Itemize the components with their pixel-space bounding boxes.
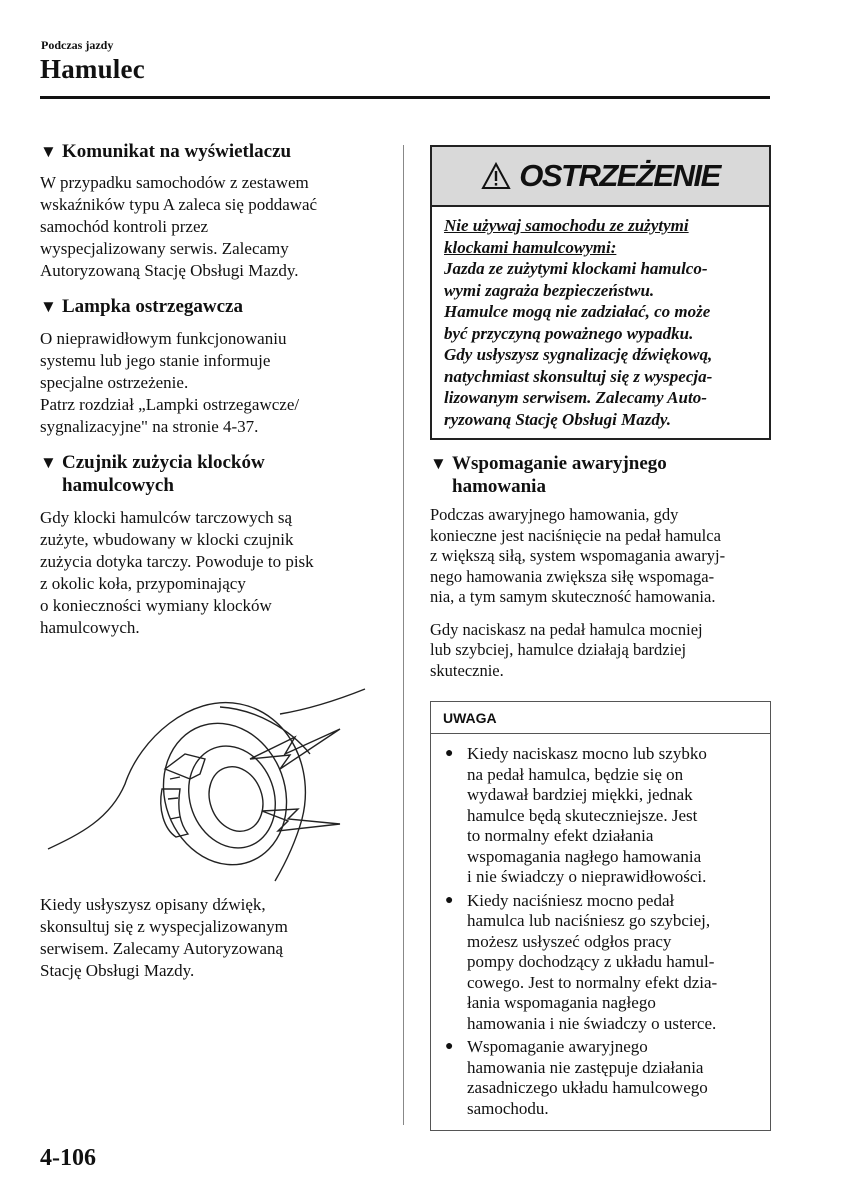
line: samochód kontroli przez <box>40 217 209 236</box>
line: pompy dochodzący z układu hamul- <box>467 952 715 971</box>
heading-emergency-brake-assist <box>430 452 771 498</box>
line: zużyte, wbudowany w klocki czujnik <box>40 530 294 549</box>
note-item-text <box>467 891 760 1035</box>
page-title: Hamulec <box>40 54 145 84</box>
paragraph-brake-assist-2 <box>430 620 771 682</box>
line: W przypadku samochodów z zestawem <box>40 173 309 192</box>
heading-text: Lampka ostrzegawcza <box>62 296 243 317</box>
line: być przyczyną poważnego wypadku. <box>444 323 694 343</box>
line: hamowania i nie świadczy o usterce. <box>467 1013 717 1033</box>
line: o konieczności wymiany klocków <box>40 596 272 615</box>
heading-text <box>62 451 375 497</box>
line: Czujnik zużycia klocków <box>62 452 265 473</box>
line: systemu lub jego stanie informuje <box>40 351 271 370</box>
note-item <box>445 891 760 1035</box>
line: Podczas awaryjnego hamowania, gdy <box>430 505 679 524</box>
line: wydawał bardziej miękki, jednak <box>467 785 693 804</box>
line: Kiedy usłyszysz opisany dźwięk, <box>40 895 266 914</box>
line: Gdy klocki hamulców tarczowych są <box>40 508 293 527</box>
note-body <box>431 734 770 1130</box>
line: Patrz rozdział „Lampki ostrzegawcze/ <box>40 395 300 414</box>
triangle-bullet-icon: ▼ <box>40 142 57 161</box>
line: Nie używaj samochodu ze zużytymi <box>444 216 689 235</box>
heading-display-message <box>40 140 375 163</box>
line: wyspecjalizowany serwis. Zalecamy <box>40 239 289 258</box>
line: samochodu. <box>467 1098 549 1118</box>
paragraph-warning-lamp <box>40 328 375 438</box>
line: Kiedy naciskasz mocno lub szybko <box>467 744 707 763</box>
bullet-icon: ● <box>445 746 454 761</box>
line: hamulca lub naciśniesz go szybciej, <box>467 911 711 930</box>
line: konieczne jest naciśnięcie na pedał hamulca <box>430 525 721 545</box>
line: wskaźników typu A zaleca się poddawać <box>40 195 318 214</box>
line: na pedał hamulca, będzie się on <box>467 764 684 784</box>
warning-triangle-icon <box>481 162 511 190</box>
line: i nie świadczy o nieprawidłowości. <box>467 867 707 886</box>
line: specjalne ostrzeżenie. <box>40 373 189 392</box>
line: hamowania <box>452 476 546 497</box>
line: Kiedy naciśniesz mocno pedał <box>467 890 675 910</box>
brake-wear-sensor-illustration <box>40 659 375 884</box>
paragraph-brake-assist-1 <box>430 505 771 608</box>
paragraph-after-illustration <box>40 894 375 982</box>
line: Wspomaganie awaryjnego <box>467 1037 648 1056</box>
line: Autoryzowaną Stację Obsługi Mazdy. <box>40 261 299 280</box>
line: O nieprawidłowym funkcjonowaniu <box>40 329 287 348</box>
line: serwisem. Zalecamy Autoryzowaną <box>40 939 284 958</box>
line: nia, a tym samym skuteczność hamowania. <box>430 587 716 606</box>
line: Stację Obsługi Mazdy. <box>40 961 195 980</box>
note-box <box>430 701 771 1131</box>
warning-box <box>430 145 771 440</box>
line: hamulcowych <box>62 475 174 496</box>
line: łania wspomagania nagłego <box>467 993 656 1012</box>
line: hamulce będą skuteczniejsze. Jest <box>467 805 698 825</box>
note-item-text <box>467 1037 760 1119</box>
line: możesz usłyszeć odgłos pracy <box>467 931 672 951</box>
heading-text <box>452 452 771 498</box>
warning-header <box>432 147 769 207</box>
line: skonsultuj się z wyspecjalizowanym <box>40 917 288 936</box>
note-title: UWAGA <box>431 702 770 734</box>
note-item <box>445 1037 760 1119</box>
line: zużycia dotyka tarczy. Powoduje to pisk <box>40 552 314 571</box>
column-divider <box>403 145 404 1125</box>
line: Jazda ze zużytymi klockami hamulco- <box>444 259 708 278</box>
triangle-bullet-icon: ▼ <box>40 453 57 472</box>
line: lub szybciej, hamulce działają bardziej <box>430 640 687 659</box>
heading-warning-lamp <box>40 295 375 318</box>
right-column <box>430 145 771 1131</box>
triangle-bullet-icon: ▼ <box>40 297 57 316</box>
line: Gdy usłyszysz sygnalizację dźwiękową, <box>444 345 713 364</box>
page-number: 4-106 <box>40 1145 96 1171</box>
line: nego hamowania zwiększa siłę wspomaga- <box>430 566 715 586</box>
line: skutecznie. <box>430 660 504 680</box>
line: to normalny efekt działania <box>467 826 654 845</box>
left-column <box>40 140 375 982</box>
paragraph-wear-sensor <box>40 507 375 639</box>
triangle-bullet-icon: ▼ <box>430 454 447 473</box>
heading-wear-sensor <box>40 451 375 497</box>
line: ryzowaną Stację Obsługi Mazdy. <box>444 409 672 429</box>
bullet-icon: ● <box>445 892 454 908</box>
heading-text: Komunikat na wyświetlaczu <box>62 141 292 162</box>
title-rule <box>40 96 770 99</box>
line: lizowanym serwisem. Zalecamy Auto- <box>444 388 707 407</box>
bullet-icon: ● <box>445 1039 454 1054</box>
line: wymi zagraża bezpieczeństwu. <box>444 280 655 300</box>
line: z większą siłą, system wspomagania awaryj- <box>430 546 726 565</box>
line: hamowania nie zastępuje działania <box>467 1057 704 1077</box>
line: wspomagania nagłego hamowania <box>467 846 702 866</box>
line: Gdy naciskasz na pedał hamulca mocniej <box>430 619 703 639</box>
paragraph-display-message <box>40 172 375 282</box>
warning-title: OSTRZEŻENIE <box>519 158 720 193</box>
warning-body <box>432 207 769 438</box>
line: cowego. Jest to normalny efekt dzia- <box>467 972 718 992</box>
line: z okolic koła, przypominający <box>40 574 246 593</box>
line: natychmiast skonsultuj się z wyspecja- <box>444 366 713 386</box>
line: Hamulce mogą nie zadziałać, co może <box>444 302 711 321</box>
line: klockami hamulcowymi: <box>444 237 617 257</box>
note-item <box>445 744 760 888</box>
note-item-text <box>467 744 760 888</box>
line: zasadniczego układu hamulcowego <box>467 1078 708 1097</box>
line: sygnalizacyjne" na stronie 4-37. <box>40 417 259 436</box>
line: Wspomaganie awaryjnego <box>452 453 667 474</box>
section-label: Podczas jazdy <box>41 38 114 52</box>
line: hamulcowych. <box>40 618 140 637</box>
